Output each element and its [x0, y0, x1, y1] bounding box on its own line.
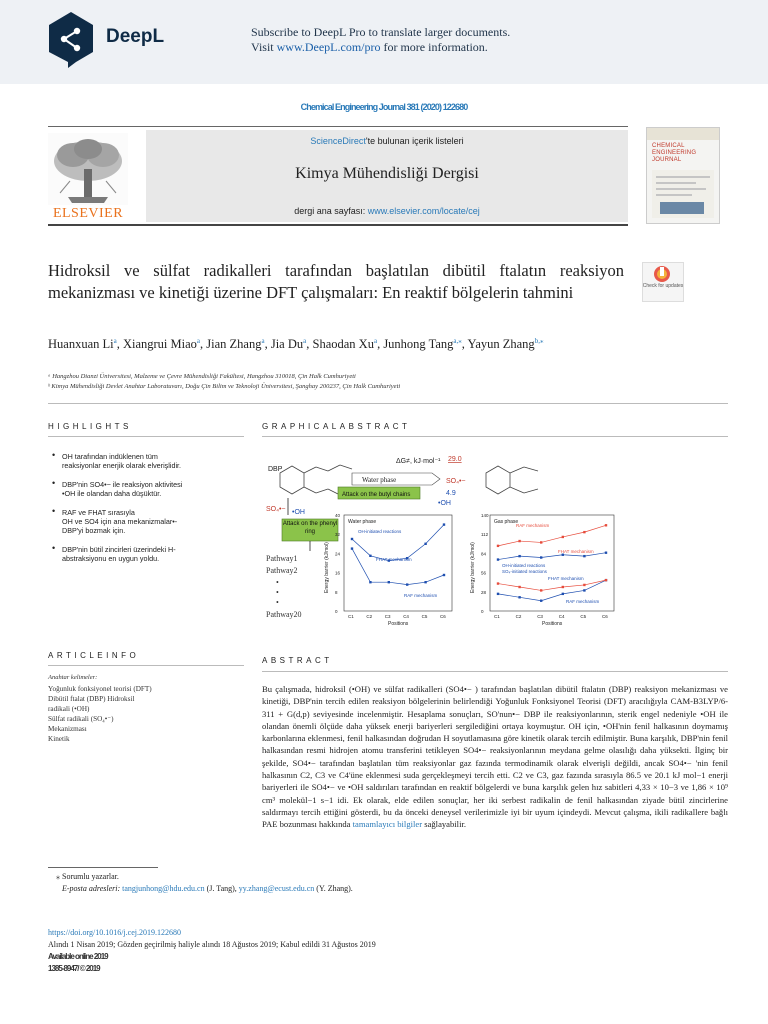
highlights-rule [48, 436, 244, 437]
cover-art-icon [652, 170, 714, 218]
chart-tick-label: C4 [558, 614, 565, 619]
keyword: radikali (•OH) [48, 705, 90, 713]
highlight-line: abstraksiyonu en uygun yoldu. [62, 554, 160, 563]
data-point [351, 538, 353, 540]
data-point [497, 593, 499, 595]
chart-tick-label: C6 [440, 614, 446, 619]
chart-y-tick-label: 84 [481, 551, 487, 557]
energy-high: 29.0 [448, 456, 462, 463]
promo-line-2 [251, 40, 510, 55]
highlight-item [52, 452, 181, 470]
gas-phase-chart [470, 513, 614, 627]
chart-tick-label: C1 [348, 614, 354, 619]
corresponding-note: ⁎ Sorumlu yazarlar. [56, 872, 119, 881]
chart-ylabel: Energy barrier (kJ/mol) [324, 542, 330, 593]
email-label: E-posta adresleri: [62, 884, 123, 893]
chart-xlabel: Positions [388, 621, 409, 627]
author-affiliation-mark[interactable]: a [303, 337, 307, 345]
chart-y-tick-label: 140 [481, 513, 489, 518]
email-tang-link[interactable]: tangjunhong@hdu.edu.cn [122, 884, 205, 893]
check-updates-label: Check for updates [642, 283, 684, 289]
data-point [583, 584, 585, 586]
attack-phenyl-label: Attack on the phenyl ring [282, 521, 338, 535]
cover-header-bar-icon [647, 128, 719, 140]
water-phase-label: Water phase [362, 476, 397, 484]
journal-title: Kimya Mühendisliği Dergisi [295, 165, 479, 182]
doi-link[interactable]: https://doi.org/10.1016/j.cej.2019.122680 [48, 928, 181, 937]
copyright-line: 1385-8947/ © 2019 [48, 964, 100, 973]
promo-prefix: Visit [251, 40, 277, 54]
promo-suffix: for more information. [380, 40, 488, 54]
data-point [369, 581, 371, 583]
highlight-line: DBP'yi bozmak için. [62, 526, 126, 535]
series-line [498, 525, 606, 546]
chart-tick-label: C4 [403, 614, 409, 619]
data-point [351, 547, 353, 549]
chart-annotation: SO₄-initiated reactions [502, 569, 547, 574]
article-info-heading: ARTICLEINFO [48, 651, 140, 660]
highlight-item [52, 480, 182, 498]
chart-y-tick-label: 0 [481, 609, 484, 614]
so4-label-left: SO₄•− [266, 506, 286, 513]
author-list: Huanxuan Li$^a$, Xiangrui Miao$^a$, Jian Zhang$^a$, Jia Du$^a$, Shaodan Xu$^a$, Junhong Tang$^{a,⁎}$, Yayun Zhang$^{b,⁎}$ [48, 337, 544, 352]
data-point [497, 582, 499, 584]
chart-tick-label: C1 [494, 614, 500, 619]
data-point [540, 556, 542, 558]
check-updates-icon [652, 264, 672, 284]
pathway-dot-1: • [276, 578, 279, 587]
email-zhang-name: (Y. Zhang). [314, 884, 353, 893]
chart-annotation: RAF mechanism [566, 599, 600, 604]
chart-y-tick-label: 56 [481, 570, 487, 576]
series-line [498, 580, 606, 590]
email-line [62, 883, 722, 895]
keyword: Dibütil ftalat (DBP) Hidroksil [48, 695, 135, 703]
email-tang-name: (J. Tang), [204, 884, 239, 893]
energy-low: 4.9 [446, 490, 456, 497]
supplementary-link[interactable]: tamamlayıcı bilgiler [352, 819, 423, 830]
data-point [540, 600, 542, 602]
data-point [443, 523, 445, 525]
data-point [424, 581, 426, 583]
affiliations [48, 372, 728, 392]
data-point [443, 574, 445, 576]
abstract-suffix: sağlayabilir. [422, 819, 466, 830]
keyword: Yoğunluk fonksiyonel teorisi (DFT) [48, 685, 152, 693]
chart-annotation: OH-initiated reactions [358, 529, 402, 534]
journal-reference-link[interactable]: Chemical Engineering Journal 381 (2020) 122680 [300, 102, 468, 112]
data-point [583, 555, 585, 557]
author-affiliation-mark[interactable]: a [261, 337, 265, 345]
chart-y-tick-label: 112 [481, 532, 489, 538]
paper-title: Hidroksil ve sülfat radikalleri tarafından başlatılan dibütil ftalatın reaksiyon mekanizması ve kinetiği üzerine DFT çalışmaları: En reaktif bölgelerin tahmini [48, 261, 624, 302]
data-point [518, 540, 520, 542]
abstract-heading: ABSTRACT [262, 656, 333, 665]
chart-tick-label: C3 [384, 614, 391, 619]
data-point [388, 581, 390, 583]
data-point [424, 543, 426, 545]
oh-label-mid: •OH [438, 500, 451, 507]
author-affiliation-mark[interactable]: a [113, 337, 117, 345]
article-info-rule [48, 665, 244, 666]
chart-annotation: FHAT mechanism [548, 576, 584, 581]
cover-title: CHEMICAL ENGINEERING JOURNAL [652, 143, 697, 163]
data-point [497, 545, 499, 547]
chart-annotation: FHAT mechanism [558, 549, 594, 554]
pathway-2: Pathway2 [266, 566, 298, 575]
received-dates: Alındı 1 Nisan 2019; Gözden geçirilmiş haliyle alındı 18 Ağustos 2019; Kabul edildi 31 Ağustos 2019 [48, 940, 376, 949]
abstract-text: Bu çalışmada, hidroksil (•OH) ve sülfat radikalleri (SO4•− ) tarafından başlatılan dibütil ftalatın (DBP) reaksiyon mekanizması ve kinetiği, DBP'nin tercih edilen reaksiyon bölgelerinin belirlendiği Yoğunluk Fonksiyonel Teorisi (DFT) aracılığıyla CAM-B3LYP/6-311 + G(d,p) seviyesinde incelenmiştir. Hesaplama sonuçları, SO'nun•− DBP ile reaksiyonlarının, sterik engel nedeniyle •OH ile olandan önemli ölçüde daha yüksek enerji bariyerleri sergilediğini ortaya koymuştur. OH için, •OH'nin fenil halkasının doymamış karbonlarına eklenmesi, fenil halkasından doğrudan H soyutlamasına göre kinetik olarak tercih edilmiştir. Buna karşılık, DBP'nin fenil halkasından resmi hidrojen atomu transferini tetikleyen SO4•− reaksiyonlarının meydana gelme olasılığı daha yüksekti. İlginç bir şekilde, SO4•− tarafından başlatılan tüm reaksiyonlar gaz fazında termodinamik olarak elverişli değildi, ancak SO4•− 'nin fenil halkasının C2, C3 ve C4'üne eklenmesi suda gerçekleşmeyi tercih etti. C2 ve C3, gaz fazında sırasıyla 86.5 ve 20.1 kJ mol−1 enerji bariyerleri ile SO4•− ve •OH saldırıları tarafından en reaktif bölgelerdi ve buna karşılık gelen hız sabitleri 4,33 × 10−3 ve 1,86 × 10⁹ cm³ molekül−1 s−1 idi. Ek olarak, elde edilen sonuçlar, her iki serbest radikalin de fenil halkasından ziyade bütil zincirlerine saldırmayı tercih ettiğini gösterdi, bu da önceki deneysel verilerimizle iyi bir uyum içindeydi. Mevcut çalışma, ikili radikallere bağlı PAE bozunması hakkında [262, 684, 728, 830]
highlight-item [52, 508, 177, 535]
chart-y-tick-label: 16 [335, 570, 341, 576]
email-zhang-link[interactable]: yy.zhang@ecust.edu.cn [238, 884, 315, 893]
chart-tick-label: C3 [537, 614, 543, 619]
chart-y-tick-label: 40 [335, 513, 341, 518]
abstract-rule [262, 671, 728, 672]
highlight-item [52, 545, 176, 563]
sciencedirect-suffix: 'te bulunan içerik listeleri [365, 136, 464, 146]
affiliation-b: ᵇ Kimya Mühendisliği Devlet Anahtar Laboratuvarı, Doğu Çin Bilim ve Teknoloji Üniversitesi, Şanghay 200237, Çin Halk Cumhuriyeti [48, 383, 401, 390]
author-name[interactable]: Junhong Tang [383, 337, 454, 352]
highlight-line: •OH ile olandan daha düşüktür. [62, 489, 162, 498]
sciencedirect-line [146, 136, 628, 146]
keywords-label: Anahtar kelimeler: [48, 674, 98, 681]
dbp-label: DBP [268, 466, 283, 473]
bullet-icon: • [52, 478, 56, 488]
promo-text [251, 25, 510, 55]
highlight-line: DBP'nin SO4•− ile reaksiyon aktivitesi [62, 480, 183, 489]
keyword: Mekanizması [48, 725, 87, 733]
chart-title: Gas phase [494, 519, 519, 525]
affiliation-a: ᵃ Hangzhou Dianzi Üniversitesi, Malzeme ve Çevre Mühendisliği Fakültesi, Hangzhou 310018, Çin Halk Cumhuriyeti [48, 373, 356, 380]
data-point [562, 593, 564, 595]
author-name[interactable]: Xiangrui Miao [122, 337, 197, 352]
author-affiliation-mark[interactable]: a [373, 337, 378, 345]
chart-xlabel: Positions [542, 621, 563, 627]
graphical-abstract-heading: GRAPHICALABSTRACT [262, 422, 411, 431]
oh-label-left: •OH [292, 509, 305, 516]
deepl-logo-icon[interactable] [46, 10, 96, 70]
author-affiliation-mark[interactable]: a,⁎ [453, 337, 462, 345]
data-point [605, 524, 607, 526]
header-rule-top [48, 126, 628, 127]
attack-butyl-label: Attack on the butyl chains [342, 492, 411, 498]
homepage-label: dergi ana sayfası: [294, 206, 368, 216]
data-point [605, 552, 607, 554]
chart-annotation: OH-initiated reactions [502, 563, 546, 568]
data-point [605, 579, 607, 581]
water-phase-chart [324, 513, 452, 627]
data-point [369, 555, 371, 557]
data-point [562, 586, 564, 588]
chart-tick-label: C5 [580, 614, 587, 619]
author-name[interactable]: Huanxuan Li [48, 337, 114, 352]
chart-tick-label: C2 [515, 614, 522, 619]
pathway-20: Pathway20 [266, 610, 302, 619]
data-point [540, 589, 542, 591]
keyword: Kinetik [48, 735, 70, 743]
journal-homepage-line [146, 206, 628, 216]
data-point [562, 536, 564, 538]
data-point [497, 558, 499, 560]
data-point [518, 596, 520, 598]
homepage-link[interactable]: www.elsevier.com/locate/cej [367, 206, 480, 216]
highlight-line: DBP'nin bütil zincirleri üzerindeki H- [62, 545, 176, 554]
chart-y-tick-label: 32 [335, 532, 341, 538]
author-affiliation-mark[interactable]: a [196, 337, 201, 345]
header-rule-bottom [48, 224, 628, 226]
highlight-line: reaksiyonlar enerjik olarak elverişlidir. [62, 461, 182, 470]
author-name[interactable]: Yayun Zhang [467, 337, 535, 352]
deepl-logo-text: DeepL [106, 26, 165, 47]
chart-annotation: RAF mechanism [516, 523, 550, 528]
deepl-pro-link[interactable]: www.DeepL.com/pro [276, 40, 381, 54]
keywords-list [48, 684, 243, 744]
series-line [498, 580, 606, 601]
promo-line-1: Subscribe to DeepL Pro to translate larger documents. [251, 25, 511, 39]
highlight-line: OH tarafından indüklenen tüm [62, 452, 158, 461]
data-point [518, 586, 520, 588]
graphical-abstract-figure [262, 443, 728, 633]
chart-title: Water phase [348, 519, 377, 525]
energy-label: ΔG≠, kJ·mol⁻¹ [396, 458, 441, 465]
bullet-icon: • [52, 450, 56, 460]
elsevier-wordmark: ELSEVIER [52, 206, 124, 221]
data-point [540, 541, 542, 543]
chart-ylabel: Energy barrier (kJ/mol) [470, 542, 476, 593]
graphical-abstract-rule [262, 436, 728, 437]
data-point [518, 555, 520, 557]
series-line [352, 549, 444, 585]
chart-annotation: RAF mechanism [404, 593, 438, 598]
chart-y-tick-label: 24 [335, 551, 341, 557]
highlight-line: OH ve SO4 için ana mekanizmalar•- [62, 517, 178, 526]
pathway-dot-3: • [276, 598, 279, 607]
author-name[interactable]: Shaodan Xu [312, 337, 374, 352]
keyword: Sülfat radikali (SO₄•⁻) [48, 715, 114, 723]
data-point [406, 583, 408, 585]
product-molecule-icon [486, 466, 538, 494]
chart-annotation: FHAT mechanism [376, 557, 412, 562]
sciencedirect-link[interactable]: ScienceDirect [310, 136, 366, 146]
chart-y-tick-label: 8 [335, 589, 338, 595]
bullet-icon: • [52, 506, 56, 516]
highlights-heading: HIGHLIGHTS [48, 422, 132, 431]
pathway-dot-2: • [276, 588, 279, 597]
chart-tick-label: C6 [602, 614, 608, 619]
author-name[interactable]: Jia Du [270, 337, 304, 352]
doi-line [48, 927, 181, 939]
chart-tick-label: C2 [366, 614, 373, 619]
highlight-line: RAF ve FHAT sırasıyla [62, 508, 135, 517]
chart-tick-label: C5 [421, 614, 428, 619]
chart-y-tick-label: 0 [335, 609, 338, 614]
abstract-body [262, 683, 728, 831]
data-point [583, 589, 585, 591]
available-online-line: Available online 2019 [48, 952, 108, 961]
affiliation-rule [48, 403, 728, 404]
chart-y-tick-label: 28 [481, 589, 487, 595]
author-name[interactable]: Jian Zhang [206, 337, 262, 352]
footnote-rule [48, 867, 158, 868]
bullet-icon: • [52, 543, 56, 553]
pathway-1: Pathway1 [266, 554, 298, 563]
so4-label-mid: SO₄•− [446, 478, 466, 485]
pathway-list [266, 554, 302, 619]
data-point [583, 531, 585, 533]
author-affiliation-mark[interactable]: b,⁎ [534, 337, 544, 345]
